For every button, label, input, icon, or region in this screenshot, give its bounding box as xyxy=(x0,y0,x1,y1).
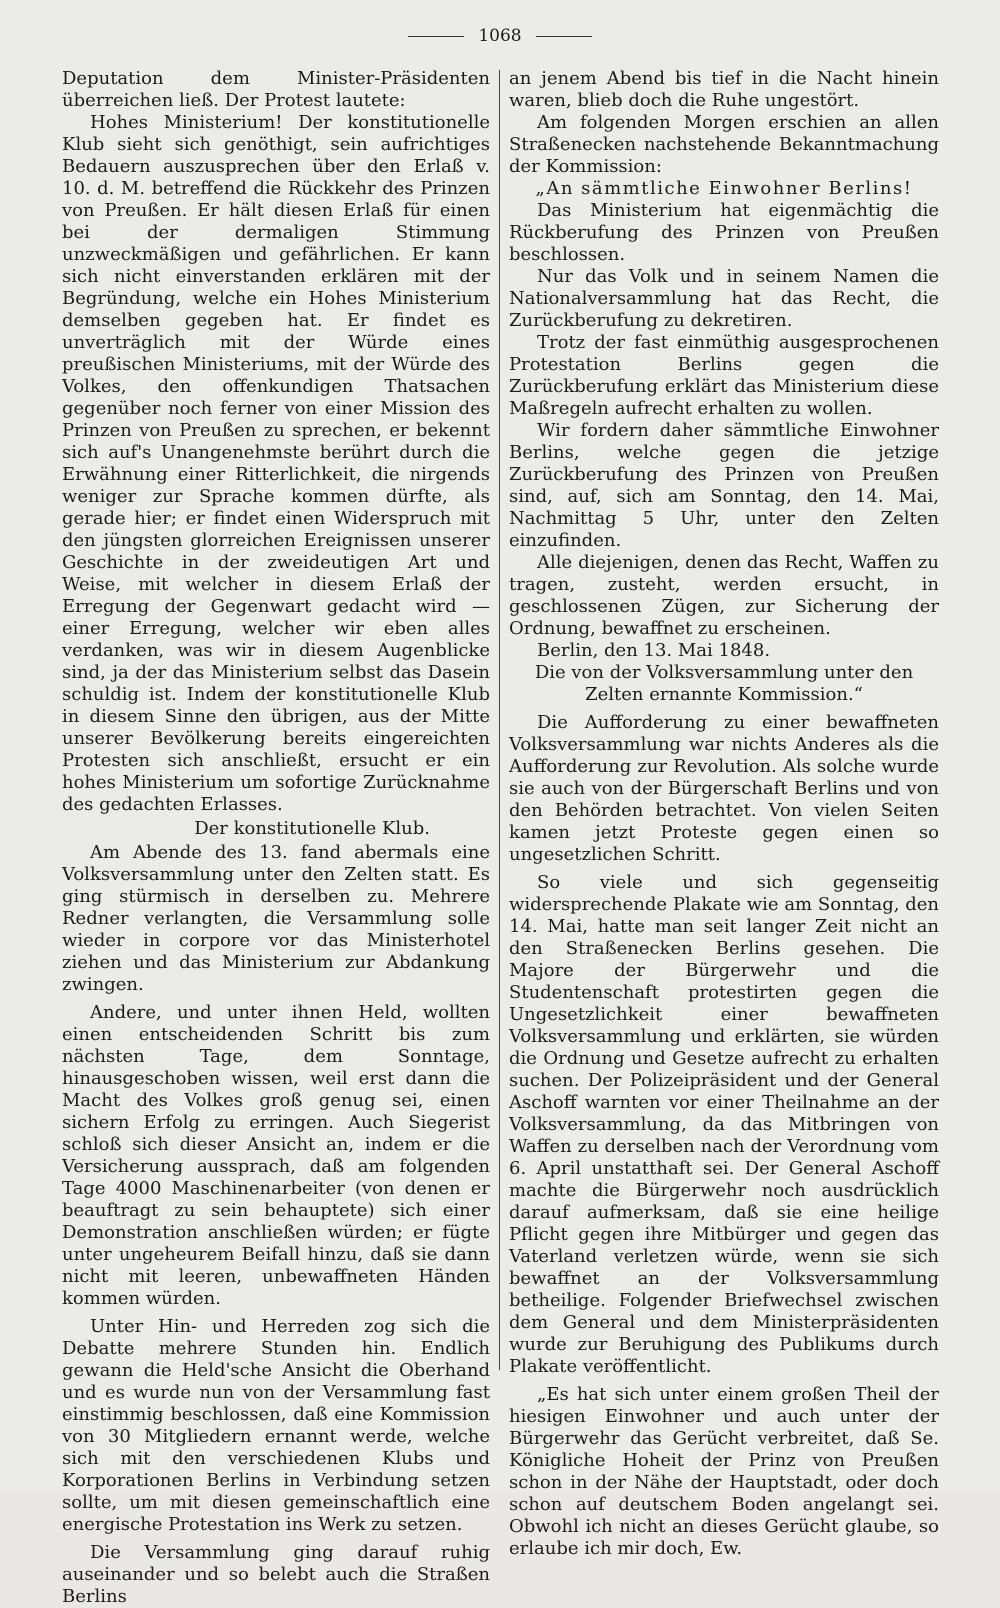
header-dash-right xyxy=(536,36,592,37)
proclamation-heading: „An sämmtliche Einwohner Berlins! xyxy=(535,178,913,199)
page-number: 1068 xyxy=(478,26,522,46)
proclamation-paragraph: Wir fordern daher sämmtliche Einwohner Berlins, welche gegen die jetzige Zurückberufung des Prinzen von Preußen sind, auf, sich am Sonntag, den 14. Mai, Nachmittag 5 Uhr, unter den Zelten einzufinden. xyxy=(509,420,939,551)
protest-text: Hohes Ministerium! Der konstitutionelle Klub sieht sich genöthigt, sein aufrichtiges Bedauern auszusprechen über den Erlaß v. 10. d. M. betreffend die Rückkehr des Prinzen von Preußen. Er hält diesen Erlaß für einen bei der dermaligen Stimmung unzweckmäßigen und gefährlichen. Er kann sich nicht einverstanden erklären mit der Begründung, welche ein Hohes Ministerium demselben gegeben hat. Er findet es unverträglich mit der Würde eines preußischen Ministeriums, mit der Würde des Volkes, den offenkundigen Thatsachen gegenüber noch ferner von einer Mission des Prinzen von Preußen zu sprechen, er bekennt sich auf's Unangenehmste berührt durch die Erwähnung einer Ritterlichkeit, die nirgends weniger zur Sprache kommen dürfte, als gerade hier; er findet einen Widerspruch mit den jüngsten glorreichen Ereignissen unserer Geschichte in der zweideutigen Art und Weise, mit welcher in diesem Erlaß der Erregung der Gegenwart gedacht wird — einer Erregung, welcher wir eben alles verdanken, was wir in diesem Augenblicke sind, ja der das Ministerium selbst das Dasein schuldig ist. Indem der konstitutionelle Klub in diesem Sinne den übrigen, aus der Mitte unserer Bevölkerung bereits eingereichten Protesten sich anschließt, ersucht er ein hohes Ministerium um sofortige Zurücknahme des gedachten Erlasses. xyxy=(62,112,490,815)
signature: Der konstitutionelle Klub. xyxy=(194,818,430,839)
paragraph: Die Versammlung ging darauf ruhig auseinander und so belebt auch die Straßen Berlins xyxy=(62,1542,490,1607)
paragraph: Am Abende des 13. fand abermals eine Volksversammlung unter den Zelten statt. Es ging stürmisch in derselben zu. Mehrere Redner verlangten, die Versammlung solle wieder in corpore vor das Ministerhotel ziehen und das Ministerium zur Abdankung zwingen. xyxy=(62,842,490,995)
proclamation-paragraph: Alle diejenigen, denen das Recht, Waffen zu tragen, zusteht, werden ersucht, in geschlossenen Zügen, zur Sicherung der Ordnung, bewaffnet zu erscheinen. xyxy=(509,552,939,639)
proclamation-paragraph: Nur das Volk und in seinem Namen die Nationalversammlung hat das Recht, die Zurückberufung zu dekretiren. xyxy=(509,266,939,331)
paragraph: Die Aufforderung zu einer bewaffneten Volksversammlung war nichts Anderes als die Aufforderung zur Revolution. Als solche wurde sie auch von der Bürgerschaft Berlins und von den Behörden betrachtet. Von vielen Seiten kamen jetzt Proteste gegen einen so ungesetzlichen Schritt. xyxy=(509,712,939,865)
column-divider xyxy=(499,70,500,1370)
proclamation-paragraph: Trotz der fast einmüthig ausgesprochenen Protestation Berlins gegen die Zurückberufung erklärt das Ministerium diese Maßregeln aufrecht erhalten zu wollen. xyxy=(509,332,939,419)
proclamation-paragraph: Das Ministerium hat eigenmächtig die Rückberufung des Prinzen von Preußen beschlossen. xyxy=(509,200,939,265)
paragraph: an jenem Abend bis tief in die Nacht hinein waren, blieb doch die Ruhe ungestört. xyxy=(509,68,939,111)
proclamation-date: Berlin, den 13. Mai 1848. xyxy=(537,640,771,661)
right-column xyxy=(509,68,939,1560)
paragraph: Am folgenden Morgen erschien an allen Straßenecken nachstehende Bekanntmachung der Kommission: xyxy=(509,112,939,177)
paragraph: So viele und sich gegenseitig widersprechende Plakate wie am Sonntag, den 14. Mai, hatte man seit langer Zeit nicht an den Straßenecken Berlins gesehen. Die Majore der Bürgerwehr und die Studentenschaft protestirten gegen die Ungesetzlichkeit einer bewaffneten Volksversammlung und erklärten, sie würden die Ordnung und Gesetze aufrecht zu erhalten suchen. Der Polizeipräsident und der General Aschoff warnten vor einer Theilnahme an der Volksversammlung, da das Mitbringen von Waffen zu derselben nach der Verordnung vom 6. April unstatthaft sei. Der General Aschoff machte die Bürgerwehr noch ausdrücklich darauf aufmerksam, daß sie eine heilige Pflicht gegen ihre Mitbürger und gegen das Vaterland verletzen würde, wenn sie sich bewaffnet an der Volksversammlung betheilige. Folgender Briefwechsel zwischen dem General und dem Ministerpräsidenten wurde zur Beruhigung des Publikums durch Plakate veröffentlicht. xyxy=(509,872,939,1377)
page-header xyxy=(0,26,1000,46)
paragraph: Unter Hin- und Herreden zog sich die Debatte mehrere Stunden hin. Endlich gewann die Held'sche Ansicht die Oberhand und es wurde nun von der Versammlung fast einstimmig beschlossen, daß eine Kommission von 30 Mitgliedern ernannt werde, welche sich mit den verschiedenen Klubs und Korporationen Berlins in Verbindung setzen sollte, um mit diesen gemeinschaftlich eine energische Protestation ins Werk zu setzen. xyxy=(62,1316,490,1535)
paragraph: Deputation dem Minister-Präsidenten überreichen ließ. Der Protest lautete: xyxy=(62,68,490,111)
header-dash-left xyxy=(408,36,464,37)
paragraph: Andere, und unter ihnen Held, wollten einen entscheidenden Schritt bis zum nächsten Tage, dem Sonntage, hinausgeschoben wissen, weil erst dann die Macht des Volkes groß genug sei, einen sichern Erfolg zu erringen. Auch Siegerist schloß sich dieser Ansicht an, indem er die Versicherung aussprach, daß am folgenden Tage 4000 Maschinenarbeiter (von denen er beauftragt zu sein behauptete) sich einer Demonstration anschließen würden; er fügte unter ungeheurem Beifall hinzu, daß sie dann nicht mit leeren, unbewaffneten Händen kommen würden. xyxy=(62,1002,490,1309)
left-column xyxy=(62,68,490,1608)
proclamation-signature: Die von der Volksversammlung unter den Zelten ernannte Kommission.“ xyxy=(534,662,914,705)
paragraph: „Es hat sich unter einem großen Theil der hiesigen Einwohner und auch unter der Bürgerwehr das Gerücht verbreitet, daß Se. Königliche Hoheit der Prinz von Preußen schon in der Nähe der Hauptstadt, oder doch schon auf deutschem Boden angelangt sei. Obwohl ich nicht an dieses Gerücht glaube, so erlaube ich mir doch, Ew. xyxy=(509,1384,939,1559)
